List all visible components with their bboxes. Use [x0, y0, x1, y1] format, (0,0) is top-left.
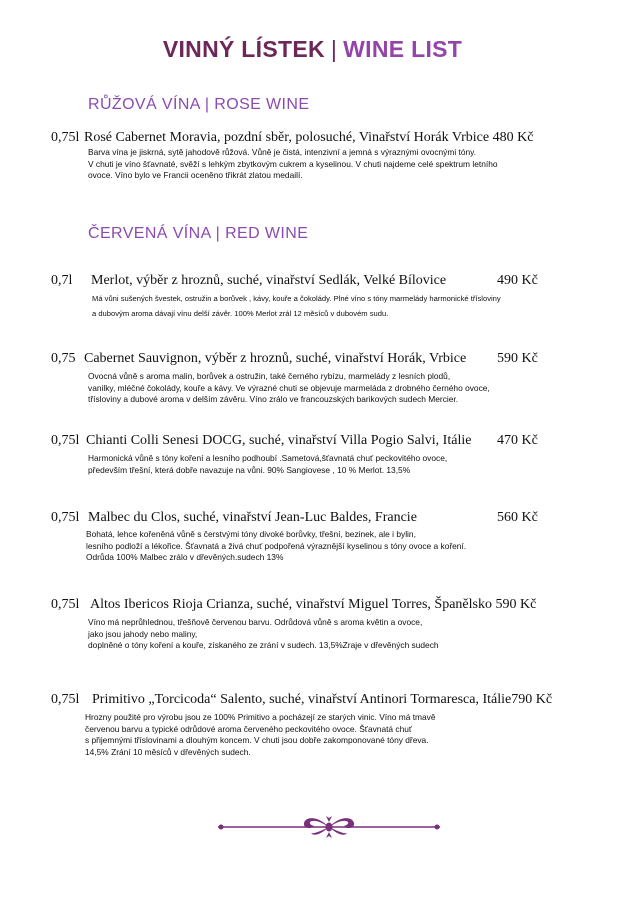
- wine-description: [88, 371, 490, 406]
- wine-description: [88, 617, 439, 652]
- description-line: především třešní, která dobře navazuje na vůni. 90% Sangiovese , 10 % Merlot. 13,5%: [88, 464, 411, 475]
- description-line: Barva vína je jiskrná, sytě jahodově růžová. Vůně je čistá, intenzivní a jemná s výraznými ovocnými tóny.: [88, 147, 477, 157]
- description-line: Odrůda 100% Malbec zrálo v dřevěných.sudech 13%: [86, 552, 284, 563]
- description-line: Víno má neprůhlednou, třešňově červenou barvu. Odrůdová vůně s aroma květin a ovoce,: [88, 617, 423, 627]
- wine-price: 490 Kč: [497, 273, 538, 288]
- wine-item: [0, 130, 625, 148]
- wine-name: Primitivo „Torcicoda“ Salento, suché, vinařství Antinori Tormaresca, Itálie790 Kč: [92, 692, 553, 707]
- description-line: V chuti je víno šťavnaté, svěží s lehkým zbytkovým cukrem a kyselinou. V chuti najdeme celé spektrum letního: [88, 158, 498, 169]
- wine-description: [88, 453, 447, 476]
- wine-name: Malbec du Clos, suché, vinařství Jean-Luc Baldes, Francie: [88, 510, 417, 525]
- section-label: RŮŽOVÁ VÍNA: [88, 96, 200, 113]
- wine-name: Cabernet Sauvignon, výběr z hroznů, suché, vinařství Horák, Vrbice: [84, 351, 467, 366]
- title-czech: VINNÝ LÍSTEK: [162, 36, 325, 62]
- wine-volume: 0,75l: [51, 433, 80, 448]
- description-line: jako jsou jahody nebo maliny,: [88, 628, 198, 639]
- wine-item: [0, 351, 625, 369]
- section-label: ČERVENÁ VÍNA: [88, 225, 211, 242]
- description-line: vanilky, mléčné čokolády, kouře a kávy. Ve výrazné chuti se objevuje marmeláda z drobného černého ovoce,: [88, 382, 490, 393]
- wine-volume: 0,75l: [51, 597, 80, 612]
- description-line: Má vůni sušených švestek, ostružin a borůvek , kávy, kouře a čokolády. Plné víno s tóny marmelády harmonické třísloviny: [92, 294, 501, 303]
- description-line: doplněné o tóny koření a kouře, získaného ze zrání v sudech. 13,5%Zraje v dřevěných sudech: [88, 640, 439, 651]
- wine-item: [0, 692, 625, 710]
- description-line: Hrozny použité pro výrobu jsou ze 100% Primitivo a pocházejí ze starých vinic. Víno má tmavě: [85, 712, 436, 722]
- wine-volume: 0,75l: [51, 130, 80, 145]
- description-line: tříslovinу a dubové aroma v delším závěru. Víno zrálo ve francouzských barikových sudech Mercier.: [88, 394, 459, 405]
- wine-price: 560 Kč: [497, 510, 538, 525]
- description-line: a dubovým aroma dávají vínu delší závěr. 100% Merlot zrál 12 měsíců v dubovém sudu.: [92, 308, 389, 318]
- decorative-flourish-icon: [218, 812, 440, 842]
- section-english: RED WINE: [225, 225, 309, 242]
- section-separator: |: [215, 225, 221, 242]
- section-heading-rose: [88, 96, 309, 114]
- wine-item: [0, 510, 625, 528]
- description-line: červenou barvu a typické odrůdové aroma červeného peckovitého ovoce. Šťavnatá chuť: [85, 723, 413, 734]
- wine-item: [0, 433, 625, 451]
- description-line: s přijemnými tříslovinami a dlouhým koncem. V chuti jsou dobře zakomponované tóny dřeva.: [85, 735, 429, 746]
- wine-price: 590 Kč: [497, 351, 538, 366]
- description-line: Ovocná vůně s aroma malin, borůvek a ostružin, také černého rybízu, marmelády z lesních plodů,: [88, 371, 451, 381]
- wine-description: [85, 712, 436, 758]
- wine-volume: 0,7l: [51, 273, 73, 288]
- title-english: WINE LIST: [343, 36, 463, 62]
- wine-description: [88, 147, 498, 182]
- description-line: Bohatá, lehce kořeněná vůně s čerstvými tóny divoké borůvky, třešní, bezinek, ale i bylin,: [86, 529, 416, 539]
- wine-name: Rosé Cabernet Moravia, pozdní sběr, polosuché, Vinařství Horák Vrbice 480 Kč: [84, 130, 534, 145]
- wine-description: [86, 529, 466, 564]
- wine-price: 470 Kč: [497, 433, 538, 448]
- description-line: Harmonická vůně s tóny koření a lesního podhoubí .Sametová,šťavnatá chuť peckovitého ovoce,: [88, 453, 448, 463]
- wine-volume: 0,75l: [51, 510, 80, 525]
- wine-description: [92, 292, 501, 321]
- wine-item: [0, 597, 625, 615]
- wine-name: Chianti Colli Senesi DOCG, suché, vinařství Villa Pogio Salvi, Itálie: [86, 433, 472, 448]
- section-english: ROSE WINE: [214, 96, 310, 113]
- description-line: 14,5% Zrání 10 měsíců v dřevěných sudech.: [85, 746, 251, 757]
- description-line: lesního podloží a lékořice. Šťavnatá a živá chuť podpořená výraznější kyselinou s tóny ovoce a koření.: [86, 540, 467, 551]
- wine-name: Altos Ibericos Rioja Crianza, suché, vinařství Miguel Torres, Španělsko 590 Kč: [90, 597, 537, 612]
- title-separator: |: [330, 36, 338, 62]
- page-title: [0, 36, 625, 63]
- wine-volume: 0,75: [51, 351, 76, 366]
- section-heading-red: [88, 225, 308, 243]
- section-separator: |: [204, 96, 210, 113]
- wine-name: Merlot, výběr z hroznů, suché, vinařství Sedlák, Velké Bílovice: [91, 273, 447, 288]
- wine-volume: 0,75l: [51, 692, 80, 707]
- wine-item: [0, 273, 625, 291]
- description-line: ovoce. Víno bylo ve Francii oceněno třikrát zlatou medailí.: [88, 170, 303, 181]
